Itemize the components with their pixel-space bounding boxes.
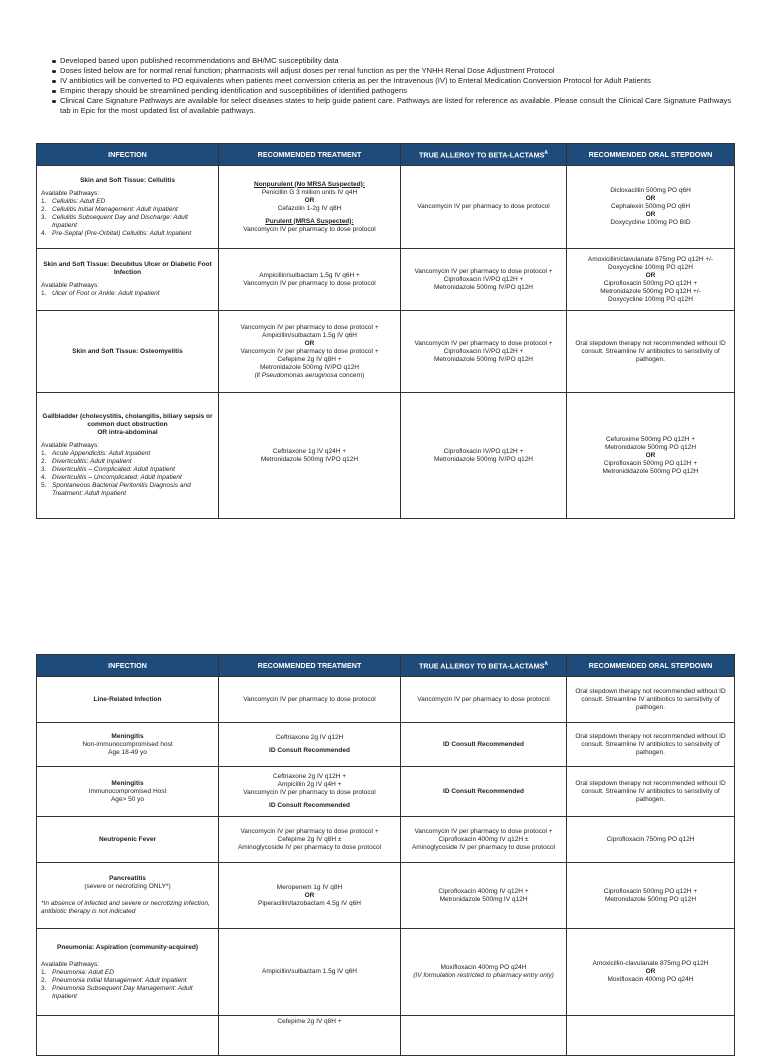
allergy-line: Vancomycin IV per pharmacy to dose protocol + xyxy=(414,267,553,275)
pathway-item: Cellulitis: Adult ED xyxy=(52,197,106,205)
pathway-item: Pneumonia: Adult ED xyxy=(52,968,114,976)
col-header-allergy xyxy=(401,144,567,166)
oral-line: Dicloxacillin 500mg PO q6H xyxy=(610,187,691,194)
allergy-cell xyxy=(401,723,567,767)
oral-line: Metronididazole 500mg PO q12H xyxy=(602,467,699,475)
or-divider: OR xyxy=(304,196,315,204)
or-divider: OR xyxy=(304,891,315,899)
allergy-cell xyxy=(401,249,567,311)
infection-cell xyxy=(37,723,219,767)
allergy-header-text: TRUE ALLERGY TO BETA-LACTAMS xyxy=(419,150,545,160)
treatment-line: Cefepime 2g IV q8H ± xyxy=(277,835,342,843)
infection-note: *In absence of infected and severe or necrotizing infection, antibiotic therapy is not indicated xyxy=(41,900,210,915)
allergy-cell xyxy=(401,863,567,929)
treatment-table-1 xyxy=(36,143,735,519)
bullet-item: Doses listed below are for normal renal function; pharmacists will adjust doses per renal function as per the YNHH Renal Dose Adjustment Protocol xyxy=(38,66,738,76)
allergy-line: ID Consult Recommended xyxy=(443,787,524,795)
table-row xyxy=(37,929,735,1016)
pathway-item: Cellulitis Initial Management: Adult Inpatient xyxy=(52,205,178,213)
treatment-table-2 xyxy=(36,654,735,1056)
allergy-cell xyxy=(401,929,567,1016)
oral-line: Moxifloxacin 400mg PO q24H xyxy=(607,976,694,983)
pathways-label: Available Pathways: xyxy=(41,189,100,197)
oral-cell xyxy=(567,393,735,519)
oral-cell xyxy=(567,249,735,311)
or-divider: OR xyxy=(645,968,656,975)
oral-cell xyxy=(567,677,735,723)
id-consult-note: ID Consult Recommended xyxy=(269,802,350,809)
treatment-line: Penicillin G 3 million units IV q4H xyxy=(261,188,358,196)
col-header-infection: INFECTION xyxy=(37,144,219,166)
allergy-cell xyxy=(401,1016,567,1056)
allergy-line: Ciprofloxacin IV/PO q12H + xyxy=(443,447,524,455)
treatment-cell xyxy=(219,1016,401,1056)
infection-cell xyxy=(37,817,219,863)
bullet-item: IV antibiotics will be converted to PO equivalents when patients meet conversion criteria as per the Intravenous (IV) to Enteral Medication Conversion Protocol for Adult Patients xyxy=(38,76,738,86)
allergy-cell xyxy=(401,166,567,249)
col-header-treatment: RECOMMENDED TREATMENT xyxy=(219,655,401,677)
treatment-line: Ampicillin/sulbactam 1.5g IV q6H xyxy=(261,331,357,339)
oral-line: Oral stepdown therapy not recommended without ID consult. Streamline IV antibiotics to sensitivity of pathogen. xyxy=(575,779,726,803)
bullet-item: Empiric therapy should be streamlined pending identification and susceptibilities of identified pathogens xyxy=(38,86,738,96)
treatment-line: Ampicillin/sulbactam 1.5g IV q6H + xyxy=(259,271,360,279)
oral-line: Ciprofloxacin 750mg PO q12H xyxy=(606,835,695,843)
table-row xyxy=(37,1016,735,1056)
col-header-infection: INFECTION xyxy=(37,655,219,677)
pathway-item: Pre-Septal (Pre-Orbital) Cellulitis: Adult Inpatient xyxy=(52,229,192,237)
pathway-item: Diverticulitis: Adult Inpatient xyxy=(52,458,132,465)
table-row xyxy=(37,817,735,863)
treatment-line: Ampicillin/sulbactam 1.5g IV q6H xyxy=(261,968,357,975)
treatment-cell xyxy=(219,817,401,863)
id-consult-note: ID Consult Recommended xyxy=(269,747,350,754)
pathway-item: Acute Appendicitis: Adult Inpatient xyxy=(52,450,151,457)
treatment-cell xyxy=(219,166,401,249)
pathway-item: Cellulitis Subsequent Day and Discharge: Adult Inpatient xyxy=(52,213,188,229)
allergy-line: Vancomycin IV per pharmacy to dose protocol xyxy=(417,203,550,210)
oral-cell xyxy=(567,863,735,929)
infection-subtitle: Immunocompromised Host xyxy=(88,787,167,795)
treatment-line: Cefazolin 1-2g IV q8H xyxy=(277,204,342,212)
infection-cell xyxy=(37,166,219,249)
oral-line: Doxycycline 100mg PO q12H xyxy=(608,263,693,271)
infection-title: Gallbladder (cholecystitis, cholangitis, biliary sepsis or common duct obstruction xyxy=(42,413,213,428)
treatment-line: Cefepime 2g IV q8H + xyxy=(277,1018,342,1025)
treatment-subheading: Nonpurulent (No MRSA Suspected): xyxy=(254,180,365,188)
table-header-row xyxy=(37,655,735,677)
table-header-row xyxy=(37,144,735,166)
treatment-cell xyxy=(219,311,401,393)
table-row xyxy=(37,767,735,817)
allergy-line: Ciprofloxacin 400mg IV q12H ± xyxy=(438,835,529,843)
treatment-line: Ampicillin 2g IV q4H + xyxy=(277,781,342,788)
infection-cell xyxy=(37,767,219,817)
pathway-item: Pneumonia Initial Management: Adult Inpatient xyxy=(52,976,187,984)
intro-bullet-list xyxy=(38,56,738,116)
oral-cell xyxy=(567,166,735,249)
treatment-line: Metronidazole 500mg IV/PO q12H xyxy=(260,363,359,371)
table-row xyxy=(37,249,735,311)
treatment-cell xyxy=(219,767,401,817)
pathway-item: Diverticulitis – Uncomplicated: Adult Inpatient xyxy=(52,474,182,481)
allergy-cell xyxy=(401,311,567,393)
oral-line: Oral stepdown therapy not recommended without ID consult. Streamline IV antibiotics to sensitivity of pathogen. xyxy=(575,687,726,711)
treatment-line: Vancomycin IV per pharmacy to dose protocol xyxy=(243,695,376,703)
allergy-note: (IV formulation restricted to pharmacy entry only) xyxy=(413,972,554,979)
oral-line: Cephalexin 500mg PO q6H xyxy=(610,203,691,210)
treatment-line: Ceftriaxone 2g IV q12H xyxy=(275,734,344,741)
treatment-line: Vancomycin IV per pharmacy to dose protocol + xyxy=(240,323,379,331)
or-divider: OR xyxy=(645,211,656,218)
allergy-line: Metronidazole 500mg IV/PO q12H xyxy=(434,455,533,463)
infection-title: Pneumonia: Aspiration (community-acquired) xyxy=(57,943,198,951)
table-row xyxy=(37,723,735,767)
oral-line: Ciprofloxacin 500mg PO q12H + xyxy=(603,459,698,467)
infection-cell xyxy=(37,393,219,519)
allergy-line: Metronidazole 500mg IV q12H xyxy=(439,895,528,903)
infection-cell xyxy=(37,677,219,723)
treatment-line: Meropenem 1g IV q8H xyxy=(276,883,343,891)
allergy-cell xyxy=(401,767,567,817)
pathway-item: Pneumonia Subsequent Day Management: Adult Inpatient xyxy=(52,984,193,1000)
infection-subtitle: Non-immunocompromised host xyxy=(82,740,173,748)
note-text: concern) xyxy=(337,371,365,379)
allergy-footnote-marker: A xyxy=(544,661,548,668)
table-row xyxy=(37,393,735,519)
infection-title: Meningitis xyxy=(111,732,144,740)
treatment-cell xyxy=(219,393,401,519)
or-divider: OR xyxy=(645,271,656,279)
oral-line: Doxycycline 100mg PO BID xyxy=(610,219,691,226)
allergy-line: Metronidazole 500mg IV/PO q12H xyxy=(434,283,533,291)
infection-subtitle: Age> 50 yo xyxy=(110,795,145,803)
allergy-line: ID Consult Recommended xyxy=(443,740,524,748)
treatment-cell xyxy=(219,677,401,723)
pathways-block: Available Pathways: 1. Ulcer of Foot or Ankle: Adult Inpatient xyxy=(41,282,160,297)
allergy-line: Vancomycin IV per pharmacy to dose protocol xyxy=(417,695,550,703)
infection-cell xyxy=(37,249,219,311)
allergy-line: Vancomycin IV per pharmacy to dose protocol + xyxy=(414,339,553,347)
bullet-item: Clinical Care Signature Pathways are available for select diseases states to help guide patient care. Pathways are listed for reference as available. Please consult the Clinical Care Signature Pathways tab in Epic for the most updated list of available pathways. xyxy=(38,96,738,116)
treatment-line: Ceftriaxone 1g IV q24H + xyxy=(272,447,347,455)
allergy-line: Moxifloxacin 400mg PO q24H xyxy=(440,964,527,971)
pathways-label: Available Pathways: xyxy=(41,282,100,289)
table-row xyxy=(37,863,735,929)
col-header-oral: RECOMMENDED ORAL STEPDOWN xyxy=(567,144,735,166)
treatment-line: Piperacillin/tazobactam 4.5g IV q6H xyxy=(258,899,361,907)
oral-line: Ciprofloxacin 500mg PO q12H + xyxy=(603,887,698,895)
pathways-block: Available Pathways: 1. Acute Appendicitis: Adult Inpatient 2. Diverticulitis: Adult Inpatient 3. Diverticulitis – Complicated: Adult Inpatient 4. Diverticulitis – Uncomplicated: Adult Inpatient 5. Spontaneous Bacterial Peritonitis Diagnosis and Treatment: Adult Inpatient xyxy=(41,442,214,498)
oral-cell xyxy=(567,723,735,767)
infection-cell xyxy=(37,929,219,1016)
col-header-allergy xyxy=(401,655,567,677)
col-header-treatment: RECOMMENDED TREATMENT xyxy=(219,144,401,166)
allergy-line: Ciprofloxacin IV/PO q12H + xyxy=(443,275,524,283)
col-header-oral: RECOMMENDED ORAL STEPDOWN xyxy=(567,655,735,677)
oral-line: Ciprofloxacin 500mg PO q12H + xyxy=(603,279,698,287)
oral-line: Metronidazole 500mg PO q12H +/- xyxy=(600,287,701,295)
infection-title: Skin and Soft Tissue: Osteomyelitis xyxy=(72,347,183,355)
infection-cell xyxy=(37,863,219,929)
infection-title: Neutropenic Fever xyxy=(98,835,157,843)
pathways-block: Available Pathways: 1. Cellulitis: Adult ED 2. Cellulitis Initial Management: Adult Inpatient 3. Cellulitis Subsequent Day and Discharge: Adult Inpatient 4. Pre-Septal (Pre-Orbital) Cellulitis: Adult Inpatient xyxy=(41,190,214,238)
oral-line: Oral stepdown therapy not recommended without ID consult. Streamline IV antibiotics to sensitivity of pathogen. xyxy=(575,732,726,756)
oral-line: Amoxicillin-clavulanate 875mg PO q12H xyxy=(592,960,709,967)
treatment-line: Vancomycin IV per pharmacy to dose protocol xyxy=(243,225,376,233)
note-text: (if xyxy=(254,371,262,379)
treatment-cell xyxy=(219,863,401,929)
pathway-item: Ulcer of Foot or Ankle: Adult Inpatient xyxy=(52,290,160,297)
oral-cell xyxy=(567,1016,735,1056)
oral-cell xyxy=(567,929,735,1016)
oral-line: Amoxicillin/clavulanate 875mg PO q12H +/- xyxy=(587,255,714,263)
treatment-line: Cefepime 2g IV q8H + xyxy=(277,355,342,363)
allergy-cell xyxy=(401,393,567,519)
allergy-line: Ciprofloxacin IV/PO q12H + xyxy=(443,347,524,355)
infection-title: Pancreatitis xyxy=(109,875,146,882)
pathways-label: Available Pathways: xyxy=(41,442,100,449)
oral-line: Metronidazole 500mg PO q12H xyxy=(604,895,697,903)
oral-cell xyxy=(567,767,735,817)
treatment-cell xyxy=(219,249,401,311)
pathways-label: Available Pathways: xyxy=(41,960,100,968)
treatment-subheading: Purulent (MRSA Suspected): xyxy=(265,217,354,225)
treatment-cell xyxy=(219,929,401,1016)
table-row xyxy=(37,166,735,249)
table-row xyxy=(37,311,735,393)
oral-cell xyxy=(567,311,735,393)
treatment-line: Vancomycin IV per pharmacy to dose protocol + xyxy=(240,827,379,835)
infection-subtitle: Age 18-49 yo xyxy=(108,748,147,756)
oral-line: Oral stepdown therapy not recommended without ID consult. Streamline IV antibiotics to sensitivity of pathogen. xyxy=(575,339,726,363)
pathway-item: Spontaneous Bacterial Peritonitis Diagnosis and Treatment: Adult Inpatient xyxy=(52,482,191,497)
treatment-line: Aminoglycoside IV per pharmacy to dose protocol xyxy=(237,843,382,851)
table-row xyxy=(37,677,735,723)
allergy-line: Vancomycin IV per pharmacy to dose protocol + xyxy=(414,827,553,835)
infection-title: Line-Related Infection xyxy=(93,695,162,703)
or-divider: OR xyxy=(645,451,656,459)
allergy-line: Ciprofloxacin 400mg IV q12H + xyxy=(438,887,529,895)
or-divider: OR xyxy=(304,339,315,347)
treatment-cell xyxy=(219,723,401,767)
allergy-cell xyxy=(401,817,567,863)
bullet-item: Developed based upon published recommendations and BH/MC susceptibility data xyxy=(38,56,738,66)
treatment-line: Ceftriaxone 2g IV q12H + xyxy=(272,773,347,780)
pathway-item: Diverticulitis – Complicated: Adult Inpatient xyxy=(52,466,175,473)
infection-title: Skin and Soft Tissue: Decubitus Ulcer or Diabetic Foot Infection xyxy=(43,261,212,276)
oral-line: Cefuroxime 500mg PO q12H + xyxy=(605,435,696,443)
oral-cell xyxy=(567,817,735,863)
or-divider: OR xyxy=(645,195,656,202)
infection-cell xyxy=(37,311,219,393)
treatment-note xyxy=(255,372,365,379)
allergy-header-text: TRUE ALLERGY TO BETA-LACTAMS xyxy=(419,661,545,671)
infection-subtitle: OR intra-abdominal xyxy=(97,429,158,436)
treatment-line: Vancomycin IV per pharmacy to dose protocol xyxy=(243,789,376,796)
treatment-line: Vancomycin IV per pharmacy to dose protocol + xyxy=(240,347,379,355)
infection-title: Skin and Soft Tissue: Cellulitis xyxy=(80,176,175,184)
treatment-line: Metronidazole 500mg IVPO q12H xyxy=(260,455,359,463)
organism-name: Pseudomonas aeruginosa xyxy=(261,371,338,379)
allergy-footnote-marker: A xyxy=(544,150,548,157)
infection-title: Meningitis xyxy=(111,779,144,787)
infection-cell xyxy=(37,1016,219,1056)
oral-line: Metronidazole 500mg PO q12H xyxy=(604,443,697,451)
infection-subtitle: (severe or necrotizing ONLY*) xyxy=(84,883,171,890)
allergy-line: Metronidazole 500mg IV/PO q12H xyxy=(434,355,533,363)
allergy-line: Aminoglycoside IV per pharmacy to dose protocol xyxy=(411,843,556,851)
allergy-cell xyxy=(401,677,567,723)
treatment-line: Vancomycin IV per pharmacy to dose protocol xyxy=(243,279,376,287)
pathways-block: Available Pathways: 1. Pneumonia: Adult ED 2. Pneumonia Initial Management: Adult Inpatient 3. Pneumonia Subsequent Day Management: Adult Inpatient xyxy=(41,961,214,1001)
oral-line: Doxycycline 100mg PO q12H xyxy=(608,295,693,303)
